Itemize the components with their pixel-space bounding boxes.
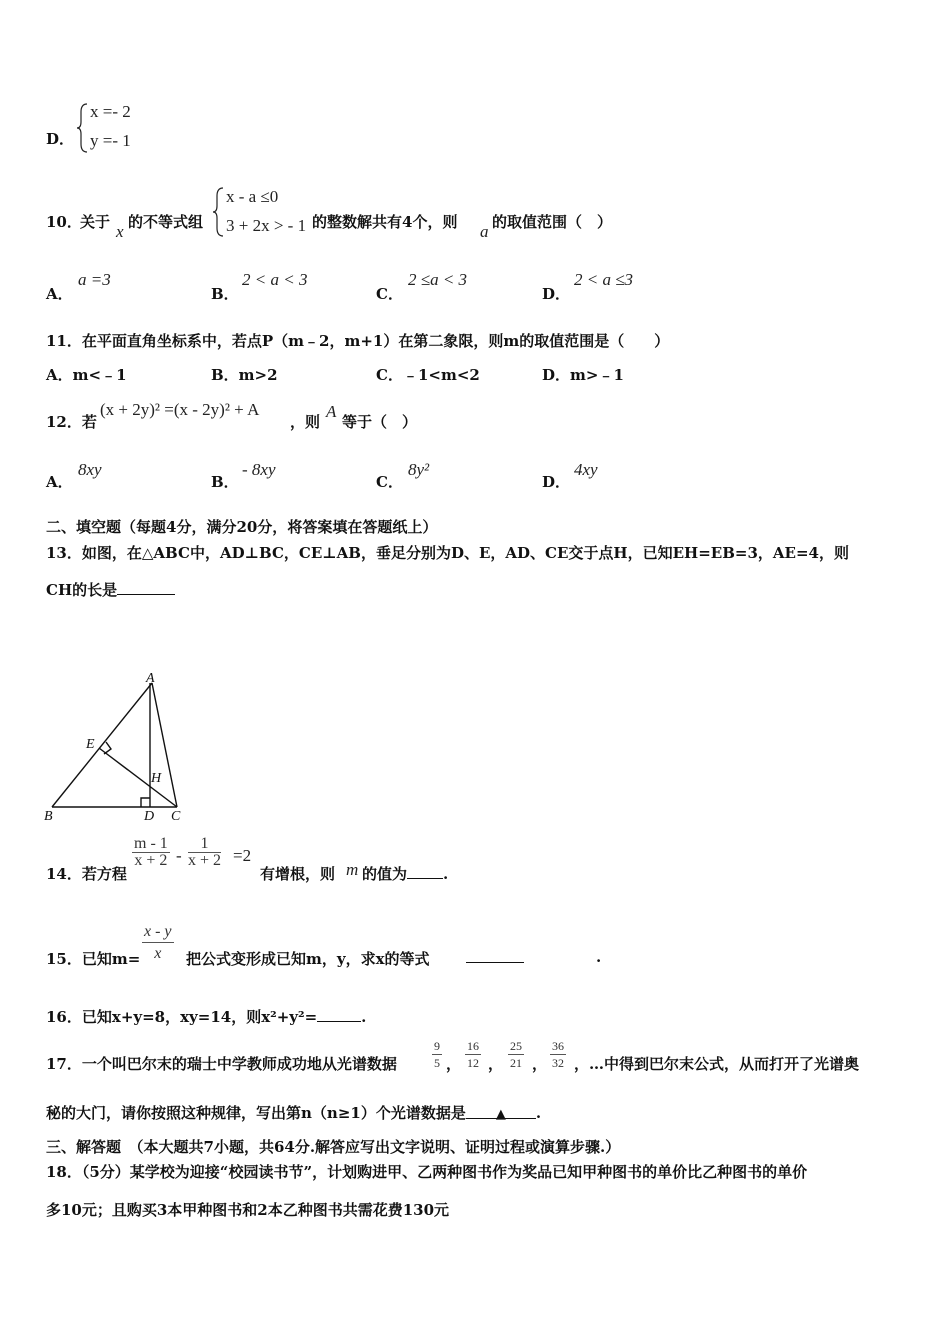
q12-option-d: 4xy — [574, 460, 598, 479]
section-3-title: 三、解答题 （本大题共7小题，共64分.解答应写出文字说明、证明过程或演算步骤.） — [46, 1138, 621, 1156]
q10-inequality-2: 3 + 2x > - 1 — [226, 216, 307, 235]
q14-equals: =2 — [233, 846, 252, 865]
q15-fraction: $\frac{x - y}{x}$ — [144, 923, 172, 962]
q17-answer-blank[interactable] — [466, 1104, 536, 1122]
section-2-title: 二、填空题（每题4分，满分20分，将答案填在答题纸上） — [46, 518, 438, 536]
q17-fraction-1: $\frac{9}{5}$ — [434, 1039, 440, 1070]
q17-comma-3: ， — [532, 1055, 548, 1073]
q12-equation: (x + 2y)² =(x - 2y)² + A — [100, 400, 260, 419]
q12-option-b: - 8xy — [242, 460, 276, 479]
q17-text-2: ，…中得到巴尔末公式，从而打开了光谱奥 — [574, 1055, 860, 1073]
q10-var-a: a — [480, 222, 489, 241]
q9-option-d-eq1: x =- 2 — [90, 102, 131, 121]
q11-option-b: B．m>2 — [211, 366, 278, 384]
q13-label-h: H — [151, 771, 162, 786]
q15-answer-blank[interactable] — [466, 948, 524, 963]
q15-text-1: 15．已知m= — [46, 950, 141, 968]
q13-label-e: E — [86, 737, 95, 752]
q17-fraction-4: $\frac{36}{32}$ — [552, 1039, 564, 1070]
q14-text-3: 的值为 . — [362, 865, 449, 883]
q10-inequality-1: x - a ≤0 — [226, 187, 279, 206]
q10-option-a-label: A． — [46, 285, 73, 303]
q17-text-1: 17．一个叫巴尔末的瑞士中学教师成功地从光谱数据 — [46, 1055, 397, 1073]
q9-option-d-label: D． — [46, 130, 75, 148]
q12-var-A: A — [326, 402, 337, 421]
q11-option-c: C．﹣1<m<2 — [376, 366, 480, 384]
q12-option-c: 8y² — [408, 460, 430, 479]
q11-text: 11．在平面直角坐标系中，若点P（m﹣2，m+1）在第二象限，则m的取值范围是（ ） — [46, 332, 670, 350]
q11-option-d: D．m>﹣1 — [542, 366, 624, 384]
q13-line-2: CH的长是 — [46, 579, 175, 600]
q14-text-1: 14．若方程 — [46, 865, 127, 883]
q12-option-a: 8xy — [78, 460, 102, 479]
q10-option-b-label: B． — [211, 285, 239, 303]
q17-comma-2: ， — [488, 1055, 504, 1073]
q11-option-a: A．m<﹣1 — [46, 366, 127, 384]
q18-line-1: 18．（5分）某学校为迎接“校园读书节”，计划购进甲、乙两种图书作为奖品已知甲种图书的单价比乙种图书的单价 — [46, 1163, 808, 1181]
q16-answer-blank[interactable] — [317, 1007, 361, 1022]
q17-fraction-3: $\frac{25}{21}$ — [510, 1039, 522, 1070]
q12-text-3: 等于（ ） — [342, 413, 418, 431]
q16-text: 16．已知x+y=8，xy=14，则x²+y²= . — [46, 1008, 367, 1026]
q10-number: 10． — [46, 213, 82, 231]
q14-var-m: m — [346, 860, 359, 879]
q14-minus: - — [176, 846, 182, 865]
q13-label-a: A — [146, 671, 155, 686]
q12-option-c-label: C． — [376, 473, 403, 491]
q10-option-c-label: C． — [376, 285, 403, 303]
q12-text-2: ，则 — [290, 413, 321, 431]
q12-option-b-label: B． — [211, 473, 239, 491]
q12-number: 12．若 — [46, 413, 97, 431]
q10-option-c: 2 ≤a < 3 — [408, 270, 468, 289]
q13-label-d: D — [144, 809, 155, 824]
q14-fraction-2: $\frac{1}{x + 2}$ — [188, 835, 222, 869]
q17-triangle-marker: ▲ — [495, 1107, 506, 1122]
q10-text-3: 的整数解共有4个，则 — [312, 213, 458, 231]
q12-option-d-label: D． — [542, 473, 571, 491]
q13-triangle-figure — [40, 670, 190, 830]
q9-option-d-eq2: y =- 1 — [90, 131, 131, 150]
q10-brace — [212, 186, 226, 238]
q17-fraction-2: $\frac{16}{12}$ — [467, 1039, 479, 1070]
q14-text-2: 有增根，则 — [260, 865, 336, 883]
q10-text-2: 的不等式组 — [128, 213, 204, 231]
q14-answer-blank[interactable] — [407, 864, 443, 879]
q14-fraction-1: $\frac{m - 1}{x + 2}$ — [134, 835, 168, 869]
q10-option-d: 2 < a ≤3 — [574, 270, 634, 289]
q10-option-d-label: D． — [542, 285, 571, 303]
q12-option-a-label: A． — [46, 473, 73, 491]
q15-text-2: 把公式变形成已知m，y，求x的等式 — [186, 950, 430, 968]
q10-var-x: x — [116, 222, 124, 241]
q13-answer-blank[interactable] — [117, 580, 175, 595]
q13-label-c: C — [171, 809, 181, 824]
q9-brace — [76, 102, 90, 154]
q18-line-2: 多10元；且购买3本甲种图书和2本乙种图书共需花费130元 — [46, 1201, 450, 1219]
q17-line-2: 秘的大门，请你按照这种规律，写出第n（n≥1）个光谱数据是 ▲ . — [46, 1104, 542, 1122]
q10-text-4: 的取值范围（ ） — [492, 213, 613, 231]
q13-label-b: B — [44, 809, 53, 824]
q17-comma-1: ， — [446, 1055, 462, 1073]
q10-option-b: 2 < a < 3 — [242, 270, 308, 289]
q10-text-1: 关于 — [80, 213, 111, 231]
q10-option-a: a =3 — [78, 270, 111, 289]
q13-line-1: 13．如图，在△ABC中，AD⊥BC，CE⊥AB，垂足分别为D、E，AD、CE交于点H，已知EH=EB=3，AE=4，则 — [46, 544, 849, 562]
q15-end: . — [596, 948, 602, 966]
